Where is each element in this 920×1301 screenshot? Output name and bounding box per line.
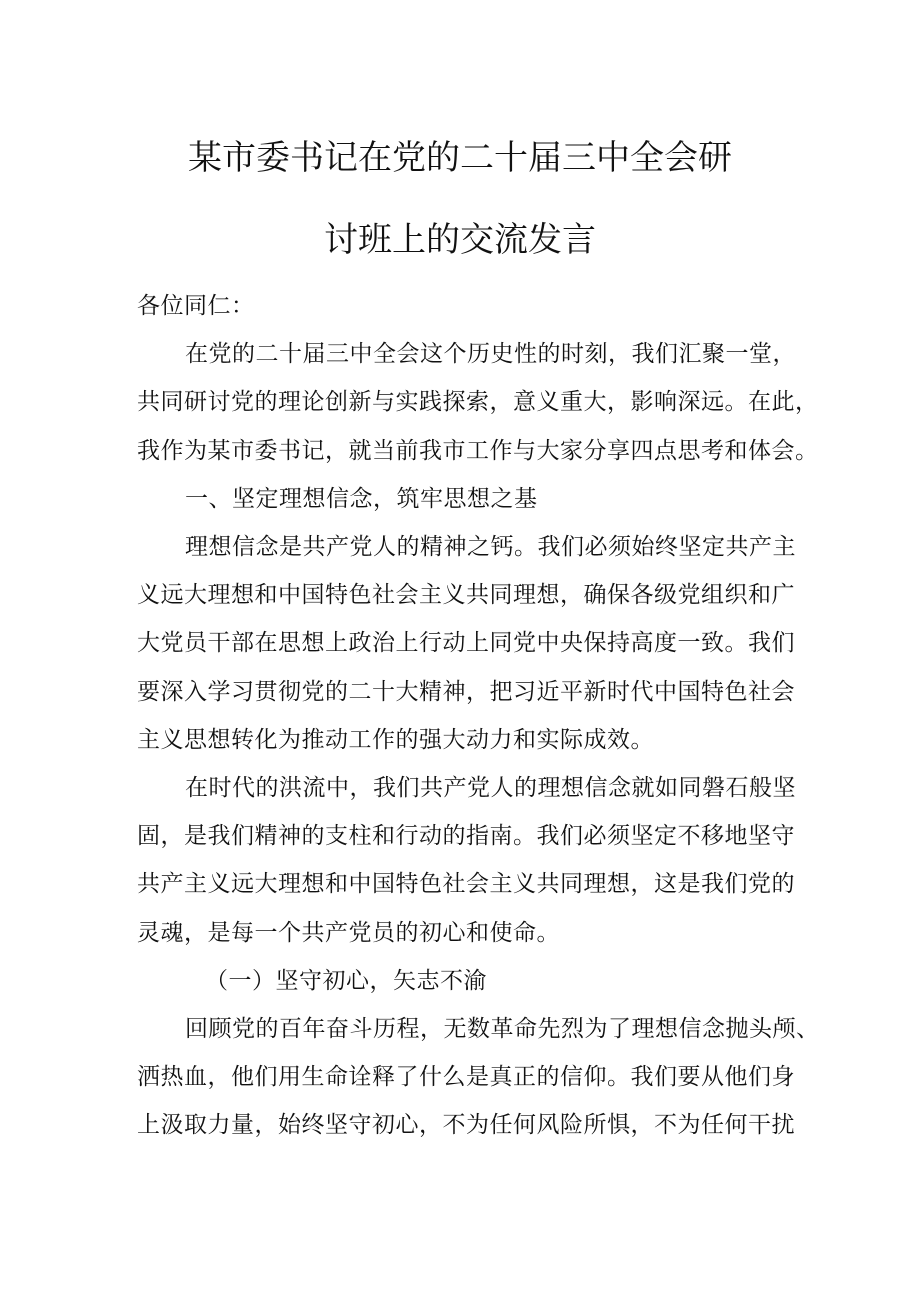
paragraph-line: 上汲取力量，始终坚守初心，不为任何风险所惧，不为任何干扰 [137, 1112, 795, 1138]
paragraph-line: 理想信念是共产党人的精神之钙。我们必须始终坚定共产主 [185, 534, 796, 560]
section-heading: 一、坚定理想信念，筑牢思想之基 [185, 486, 538, 512]
paragraph-line: 大党员干部在思想上政治上行动上同党中央保持高度一致。我们 [137, 630, 795, 656]
paragraph-line: 在党的二十届三中全会这个历史性的时刻，我们汇聚一堂， [185, 341, 796, 367]
paragraph-line: 共同研讨党的理论创新与实践探索，意义重大，影响深远。在此， [137, 389, 819, 415]
paragraph-line: 主义思想转化为推动工作的强大动力和实际成效。 [137, 727, 654, 753]
paragraph-line: 我作为某市委书记，就当前我市工作与大家分享四点思考和体会。 [137, 438, 819, 464]
salutation: 各位同仁： [137, 293, 255, 319]
paragraph-line: 灵魂，是每一个共产党员的初心和使命。 [137, 920, 560, 946]
paragraph-line: 回顾党的百年奋斗历程，无数革命先烈为了理想信念抛头颅、 [185, 1016, 820, 1042]
paragraph-line: 共产主义远大理想和中国特色社会主义共同理想，这是我们党的 [137, 871, 795, 897]
document-title-line-2: 讨班上的交流发言 [324, 220, 596, 260]
document-title-line-1: 某市委书记在党的二十届三中全会研 [188, 138, 732, 178]
subsection-heading: （一）坚守初心，矢志不渝 [205, 968, 487, 994]
paragraph-line: 固，是我们精神的支柱和行动的指南。我们必须坚定不移地坚守 [137, 823, 795, 849]
paragraph-line: 洒热血，他们用生命诠释了什么是真正的信仰。我们要从他们身 [137, 1064, 795, 1090]
paragraph-line: 要深入学习贯彻党的二十大精神，把习近平新时代中国特色社会 [137, 679, 795, 705]
paragraph-line: 在时代的洪流中，我们共产党人的理想信念就如同磐石般坚 [185, 775, 796, 801]
paragraph-line: 义远大理想和中国特色社会主义共同理想，确保各级党组织和广 [137, 582, 795, 608]
